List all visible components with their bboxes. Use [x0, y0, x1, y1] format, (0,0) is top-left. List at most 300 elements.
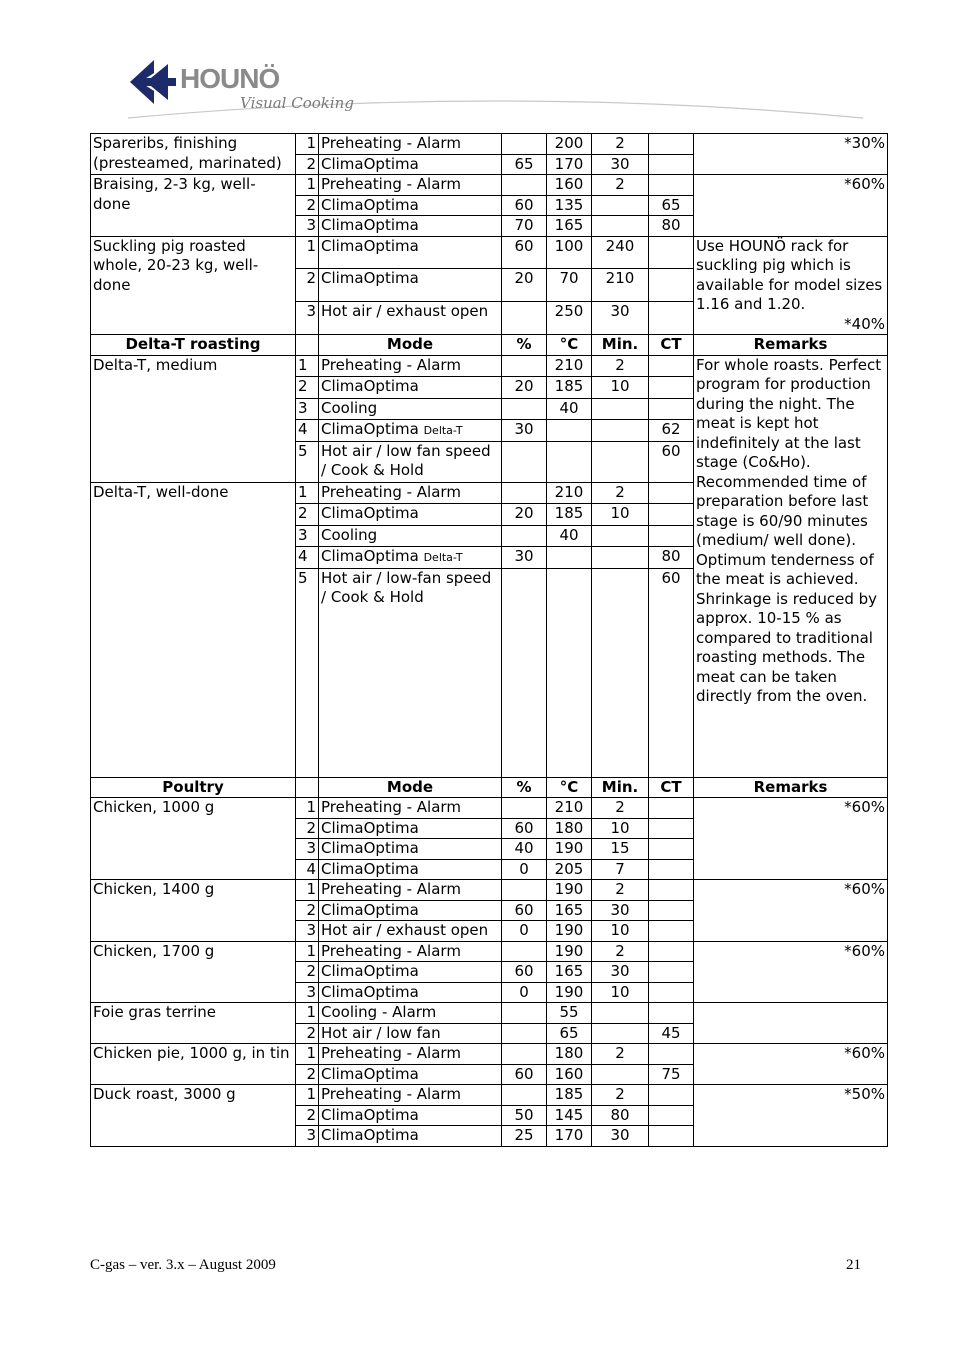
step-temperature: 165: [547, 216, 592, 237]
step-humidity: [502, 525, 547, 547]
step-mode-label: ClimaOptima: [321, 216, 419, 234]
step-mode-label: Hot air / low fan: [321, 1023, 441, 1042]
step-mode-label: ClimaOptima: [321, 1064, 419, 1083]
step-temperature: 190: [547, 982, 592, 1003]
step-minutes: [592, 195, 649, 216]
step-humidity: 20: [502, 269, 547, 302]
recipe-remark-percent: *60%: [844, 941, 885, 960]
step-mode: [319, 216, 502, 237]
step-core-temp: 80: [649, 216, 694, 237]
recipe-name: Chicken, 1700 g: [91, 941, 296, 1003]
step-number: 2: [296, 900, 319, 921]
humidity-header: %: [502, 335, 547, 356]
step-mode: [319, 420, 502, 442]
step-mode-label: ClimaOptima: [321, 154, 419, 173]
step-temperature: 165: [547, 962, 592, 983]
step-number: 3: [296, 302, 319, 335]
step-number: 1: [296, 941, 319, 962]
recipe-remark-percent: *60%: [844, 798, 885, 816]
step-minutes: 10: [592, 504, 649, 526]
step-mode: [319, 154, 502, 175]
step-core-temp: [649, 1003, 694, 1024]
step-number: 2: [296, 1023, 319, 1044]
step-humidity: 70: [502, 216, 547, 237]
temperature-header: °C: [547, 335, 592, 356]
step-core-temp: [649, 839, 694, 860]
recipe-step-row: [91, 355, 888, 377]
step-mode-label: ClimaOptima: [321, 547, 419, 565]
step-core-temp: [649, 154, 694, 175]
page-number: 21: [846, 1257, 861, 1273]
step-mode: [319, 798, 502, 819]
step-minutes: 30: [592, 962, 649, 983]
step-number: 2: [296, 818, 319, 839]
step-number: 2: [296, 269, 319, 302]
step-humidity: 65: [502, 154, 547, 175]
step-minutes: 2: [592, 482, 649, 504]
step-mode: [319, 859, 502, 880]
step-temperature: 185: [547, 504, 592, 526]
section-header-row: [91, 335, 888, 356]
step-humidity: [502, 568, 547, 777]
step-humidity: 60: [502, 900, 547, 921]
step-minutes: [592, 525, 649, 547]
step-core-temp: [649, 1085, 694, 1106]
step-humidity: 20: [502, 377, 547, 399]
step-mode-label: ClimaOptima: [321, 377, 419, 395]
step-mode-label: ClimaOptima: [321, 236, 419, 255]
step-number: 2: [296, 1064, 319, 1085]
step-mode-label: Preheating - Alarm: [321, 134, 461, 152]
step-mode: [319, 1023, 502, 1044]
step-mode: [319, 134, 502, 155]
step-number: 1: [296, 880, 319, 901]
recipe-step-row: [91, 941, 888, 962]
step-humidity: 60: [502, 962, 547, 983]
step-mode-label: Hot air / exhaust open: [321, 921, 489, 939]
step-minutes: [592, 441, 649, 482]
step-temperature: 190: [547, 921, 592, 942]
step-humidity: 0: [502, 921, 547, 942]
step-mode-label: Preheating - Alarm: [321, 880, 461, 898]
recipe-step-row: [91, 880, 888, 901]
step-header: [296, 777, 319, 798]
step-temperature: 40: [547, 525, 592, 547]
step-mode: [319, 504, 502, 526]
houno-logo: [128, 56, 868, 122]
step-mode-label: ClimaOptima: [321, 839, 419, 857]
step-minutes: 7: [592, 859, 649, 880]
step-humidity: [502, 1003, 547, 1024]
step-minutes: 10: [592, 818, 649, 839]
recipe-remark: [694, 1003, 888, 1044]
brand-tagline: Visual Cooking: [240, 94, 354, 112]
recipe-name: Delta-T, medium: [91, 355, 296, 482]
recipe-remark: [694, 175, 888, 237]
step-humidity: 40: [502, 839, 547, 860]
step-mode: [319, 441, 502, 482]
step-minutes: 15: [592, 839, 649, 860]
step-number: 1: [296, 798, 319, 819]
step-temperature: 180: [547, 1044, 592, 1065]
section-header-row: [91, 777, 888, 798]
step-mode-label: Hot air / low-fan speed / Cook & Hold: [321, 568, 492, 606]
step-core-temp: 45: [649, 1023, 694, 1044]
step-temperature: 65: [547, 1023, 592, 1044]
step-mode-label: ClimaOptima: [321, 1126, 419, 1144]
step-mode: [319, 1126, 502, 1147]
step-number: 4: [296, 547, 319, 569]
temperature-header: °C: [547, 777, 592, 798]
step-mode-sub: Delta-T: [423, 424, 463, 437]
step-humidity: [502, 1085, 547, 1106]
step-core-temp: [649, 1044, 694, 1065]
step-core-temp: [649, 982, 694, 1003]
footer-version: C-gas – ver. 3.x – August 2009: [90, 1257, 276, 1273]
step-core-temp: [649, 921, 694, 942]
step-humidity: 30: [502, 420, 547, 442]
recipe-name: Foie gras terrine: [91, 1003, 296, 1044]
step-humidity: 0: [502, 859, 547, 880]
step-humidity: [502, 1023, 547, 1044]
step-mode-label: Hot air / exhaust open: [321, 302, 489, 321]
step-core-temp: [649, 355, 694, 377]
recipe-step-row: [91, 798, 888, 819]
humidity-header: %: [502, 777, 547, 798]
step-mode: [319, 302, 502, 335]
step-number: 3: [296, 398, 319, 420]
step-core-temp: [649, 859, 694, 880]
step-core-temp: 65: [649, 195, 694, 216]
step-temperature: 205: [547, 859, 592, 880]
step-minutes: 2: [592, 880, 649, 901]
step-core-temp: 75: [649, 1064, 694, 1085]
step-core-temp: [649, 134, 694, 155]
step-mode: [319, 482, 502, 504]
step-core-temp: [649, 1126, 694, 1147]
recipe-remark: [694, 798, 888, 880]
step-number: 4: [296, 859, 319, 880]
recipe-remark-text: Use HOUNÖ rack for suckling pig which is available for model sizes 1.16 and 1.20.: [696, 236, 883, 313]
recipe-remark-percent: *60%: [844, 1044, 885, 1062]
step-mode: [319, 269, 502, 302]
step-number: 5: [296, 568, 319, 777]
recipe-remark-percent: *30%: [844, 134, 885, 152]
mode-header: Mode: [319, 777, 502, 798]
step-mode: [319, 921, 502, 942]
step-number: 1: [296, 482, 319, 504]
step-mode-label: Preheating - Alarm: [321, 1085, 461, 1103]
step-mode-label: ClimaOptima: [321, 859, 419, 878]
step-mode-label: Cooling: [321, 525, 378, 544]
recipe-remark: [694, 880, 888, 942]
step-number: 3: [296, 525, 319, 547]
step-core-temp: [649, 236, 694, 269]
step-temperature: 135: [547, 195, 592, 216]
step-humidity: 60: [502, 195, 547, 216]
step-mode-label: ClimaOptima: [321, 420, 419, 438]
step-temperature: [547, 441, 592, 482]
step-mode-label: ClimaOptima: [321, 818, 419, 837]
step-humidity: 30: [502, 547, 547, 569]
step-humidity: [502, 482, 547, 504]
step-temperature: 185: [547, 377, 592, 399]
step-minutes: [592, 1003, 649, 1024]
step-minutes: 2: [592, 355, 649, 377]
remarks-header: Remarks: [694, 777, 888, 798]
step-core-temp: [649, 482, 694, 504]
step-mode: [319, 236, 502, 269]
step-core-temp: 80: [649, 547, 694, 569]
step-temperature: 160: [547, 1064, 592, 1085]
step-minutes: 30: [592, 900, 649, 921]
recipe-name: Chicken, 1400 g: [91, 880, 296, 942]
step-mode: [319, 1085, 502, 1106]
step-number: 1: [296, 134, 319, 155]
step-core-temp: 60: [649, 568, 694, 777]
step-core-temp: [649, 504, 694, 526]
recipe-remark: [694, 1044, 888, 1085]
step-core-temp: [649, 818, 694, 839]
step-temperature: [547, 547, 592, 569]
step-humidity: [502, 441, 547, 482]
step-number: 2: [296, 1105, 319, 1126]
step-humidity: [502, 134, 547, 155]
step-mode: [319, 547, 502, 569]
step-minutes: 30: [592, 154, 649, 175]
step-core-temp: [649, 941, 694, 962]
step-mode: [319, 398, 502, 420]
step-mode-label: ClimaOptima: [321, 900, 419, 919]
step-mode: [319, 195, 502, 216]
recipe-step-row: [91, 1044, 888, 1065]
step-mode: [319, 900, 502, 921]
recipe-remark-percent: *60%: [844, 880, 885, 898]
step-core-temp: [649, 377, 694, 399]
step-mode-label: ClimaOptima: [321, 982, 419, 1001]
step-minutes: [592, 216, 649, 237]
step-minutes: 2: [592, 1044, 649, 1065]
step-number: 1: [296, 1085, 319, 1106]
minutes-header: Min.: [592, 335, 649, 356]
step-mode-label: Preheating - Alarm: [321, 482, 461, 501]
step-temperature: 190: [547, 880, 592, 901]
step-number: 2: [296, 504, 319, 526]
step-temperature: 190: [547, 941, 592, 962]
recipe-remark: [694, 941, 888, 1003]
step-number: 5: [296, 441, 319, 482]
step-mode-label: ClimaOptima: [321, 504, 419, 522]
step-number: 1: [296, 175, 319, 196]
step-number: 3: [296, 216, 319, 237]
step-number: 1: [296, 236, 319, 269]
step-mode: [319, 941, 502, 962]
step-core-temp: [649, 962, 694, 983]
step-mode: [319, 1044, 502, 1065]
step-minutes: 210: [592, 269, 649, 302]
brand-name: HOUNÖ: [180, 63, 280, 94]
step-mode: [319, 1064, 502, 1085]
step-minutes: 2: [592, 175, 649, 196]
step-mode: [319, 962, 502, 983]
step-minutes: [592, 547, 649, 569]
step-humidity: [502, 941, 547, 962]
step-humidity: 60: [502, 236, 547, 269]
step-temperature: 250: [547, 302, 592, 335]
step-humidity: [502, 355, 547, 377]
step-humidity: 60: [502, 818, 547, 839]
step-mode-label: Preheating - Alarm: [321, 1044, 461, 1062]
step-mode-label: ClimaOptima: [321, 269, 419, 288]
step-humidity: 20: [502, 504, 547, 526]
core-temp-header: CT: [649, 777, 694, 798]
step-mode-label: Preheating - Alarm: [321, 798, 461, 816]
recipe-remark-percent: *60%: [844, 175, 885, 193]
step-mode-label: Cooling - Alarm: [321, 1003, 437, 1021]
step-mode: [319, 525, 502, 547]
core-temp-header: CT: [649, 335, 694, 356]
step-humidity: [502, 302, 547, 335]
step-number: 1: [296, 1003, 319, 1024]
delta-remark: For whole roasts. Perfect program for production during the night. The meat is kept hot indefinitely at the last stage (Co&Ho). Recommended time of preparation before last stage is 60/90 minutes (medium/ well done). Optimum tenderness of the meat is achieved. Shrinkage is reduced by approx. 10-15 % as compared to traditional roasting methods. The meat can be taken directly from the oven.: [694, 355, 888, 777]
step-number: 3: [296, 921, 319, 942]
step-number: 2: [296, 195, 319, 216]
step-mode: [319, 839, 502, 860]
step-mode-label: Preheating - Alarm: [321, 941, 461, 960]
step-minutes: [592, 420, 649, 442]
recipe-name: Spareribs, finishing (presteamed, marinated): [91, 134, 296, 175]
step-temperature: 100: [547, 236, 592, 269]
step-number: 3: [296, 982, 319, 1003]
step-temperature: 200: [547, 134, 592, 155]
step-mode-label: Preheating - Alarm: [321, 355, 461, 374]
minutes-header: Min.: [592, 777, 649, 798]
step-mode-label: ClimaOptima: [321, 195, 419, 214]
step-core-temp: [649, 1105, 694, 1126]
step-humidity: [502, 175, 547, 196]
step-humidity: 50: [502, 1105, 547, 1126]
step-minutes: 30: [592, 302, 649, 335]
step-core-temp: [649, 798, 694, 819]
step-minutes: 2: [592, 134, 649, 155]
step-mode-sub: Delta-T: [423, 551, 463, 564]
recipe-name: Duck roast, 3000 g: [91, 1085, 296, 1147]
step-minutes: [592, 568, 649, 777]
step-temperature: [547, 568, 592, 777]
step-minutes: 30: [592, 1126, 649, 1147]
step-mode: [319, 1003, 502, 1024]
step-humidity: [502, 398, 547, 420]
recipe-table: [90, 133, 888, 1147]
step-core-temp: [649, 175, 694, 196]
step-temperature: 160: [547, 175, 592, 196]
step-mode: [319, 880, 502, 901]
step-core-temp: [649, 398, 694, 420]
recipe-name: Suckling pig roasted whole, 20-23 kg, well-done: [91, 236, 296, 335]
step-core-temp: [649, 525, 694, 547]
step-mode: [319, 355, 502, 377]
step-minutes: 2: [592, 798, 649, 819]
step-minutes: 2: [592, 1085, 649, 1106]
step-minutes: [592, 1064, 649, 1085]
recipe-name: Chicken pie, 1000 g, in tin: [91, 1044, 296, 1085]
recipe-remark: [694, 1085, 888, 1147]
step-temperature: 210: [547, 798, 592, 819]
step-humidity: 60: [502, 1064, 547, 1085]
recipe-step-row: [91, 175, 888, 196]
mode-header: Mode: [319, 335, 502, 356]
step-mode: [319, 1105, 502, 1126]
step-number: 2: [296, 154, 319, 175]
step-temperature: 145: [547, 1105, 592, 1126]
step-minutes: [592, 398, 649, 420]
step-temperature: 185: [547, 1085, 592, 1106]
step-core-temp: [649, 900, 694, 921]
step-minutes: 240: [592, 236, 649, 269]
step-temperature: 70: [547, 269, 592, 302]
step-minutes: 10: [592, 982, 649, 1003]
step-temperature: 55: [547, 1003, 592, 1024]
recipe-remark-percent: *50%: [844, 1085, 885, 1103]
recipe-step-row: [91, 236, 888, 269]
step-minutes: 10: [592, 921, 649, 942]
step-mode-label: Preheating - Alarm: [321, 175, 461, 193]
recipe-remark: [694, 134, 888, 175]
step-humidity: [502, 1044, 547, 1065]
recipe-step-row: [91, 1085, 888, 1106]
step-humidity: 0: [502, 982, 547, 1003]
step-number: 3: [296, 839, 319, 860]
step-minutes: 80: [592, 1105, 649, 1126]
step-mode: [319, 175, 502, 196]
step-core-temp: 60: [649, 441, 694, 482]
step-temperature: 180: [547, 818, 592, 839]
step-number: 2: [296, 962, 319, 983]
recipe-name: Delta-T, well-done: [91, 482, 296, 777]
step-minutes: 10: [592, 377, 649, 399]
step-humidity: 25: [502, 1126, 547, 1147]
step-minutes: [592, 1023, 649, 1044]
recipe-name: Chicken, 1000 g: [91, 798, 296, 880]
step-number: 2: [296, 377, 319, 399]
step-mode-label: Cooling: [321, 398, 378, 417]
step-core-temp: [649, 880, 694, 901]
step-temperature: 40: [547, 398, 592, 420]
step-temperature: 170: [547, 154, 592, 175]
step-mode: [319, 818, 502, 839]
step-core-temp: [649, 302, 694, 335]
recipe-step-row: [91, 134, 888, 155]
step-mode: [319, 568, 502, 777]
step-core-temp: 62: [649, 420, 694, 442]
section-title: Delta-T roasting: [91, 335, 296, 356]
step-mode-label: ClimaOptima: [321, 1105, 419, 1124]
step-temperature: 190: [547, 839, 592, 860]
step-header: [296, 335, 319, 356]
step-number: 1: [296, 355, 319, 377]
step-mode: [319, 982, 502, 1003]
step-temperature: 165: [547, 900, 592, 921]
step-core-temp: [649, 269, 694, 302]
step-temperature: 210: [547, 355, 592, 377]
step-number: 1: [296, 1044, 319, 1065]
step-temperature: 170: [547, 1126, 592, 1147]
step-mode-label: Hot air / low fan speed / Cook & Hold: [321, 441, 491, 479]
step-temperature: [547, 420, 592, 442]
remarks-header: Remarks: [694, 335, 888, 356]
section-title: Poultry: [91, 777, 296, 798]
step-number: 3: [296, 1126, 319, 1147]
